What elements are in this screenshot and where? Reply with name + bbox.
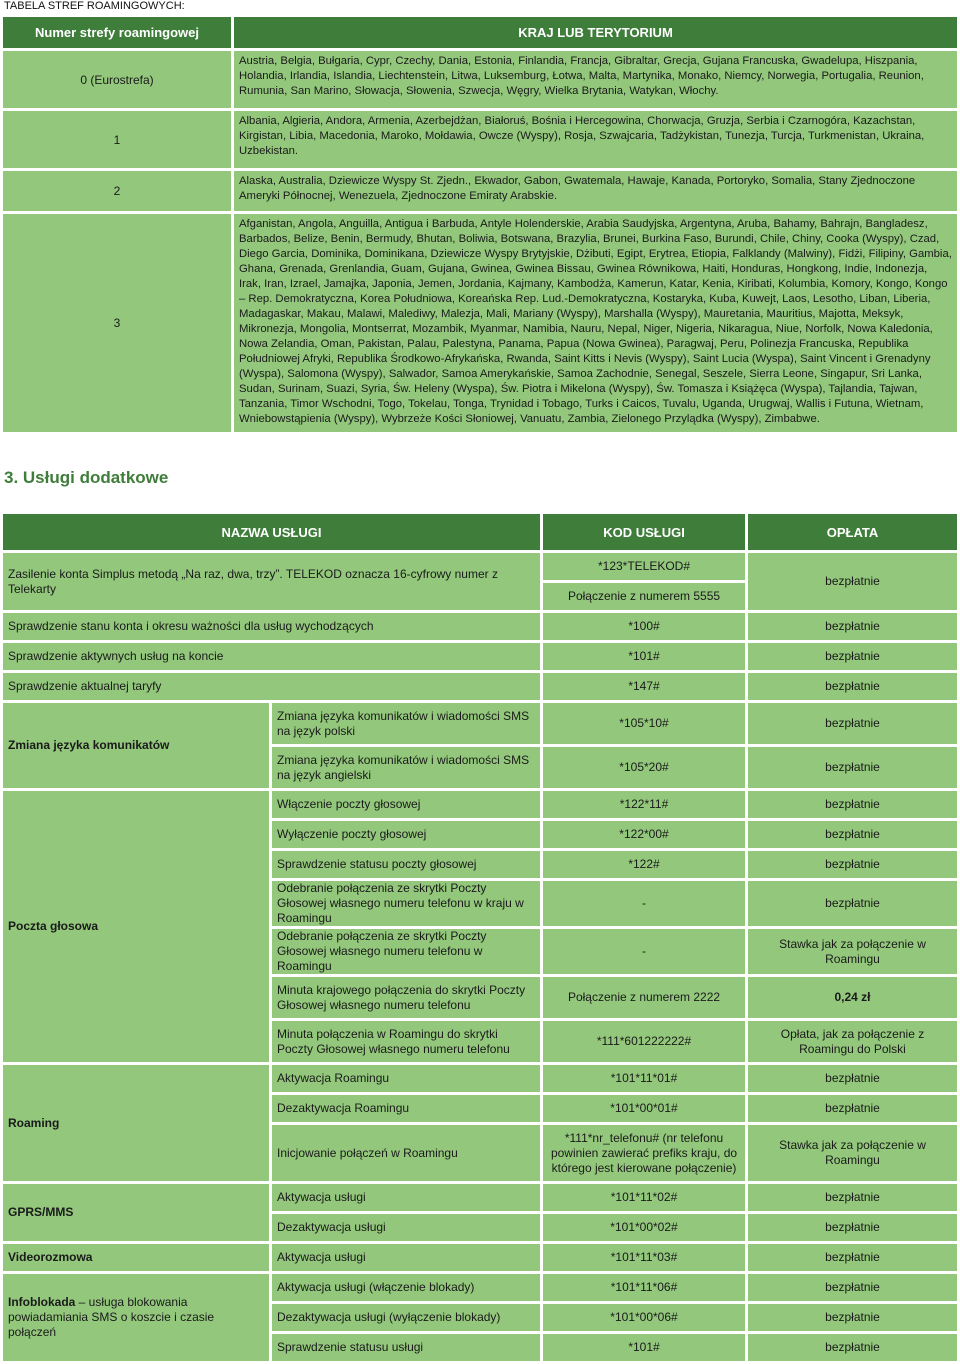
service-code: *123*TELEKOD#: [543, 553, 745, 580]
zone-header: Numer strefy roamingowej: [3, 17, 231, 48]
service-fee: bezpłatnie: [748, 1244, 957, 1271]
service-code: Połączenie z numerem 5555: [543, 583, 745, 610]
country-header: KRAJ LUB TERYTORIUM: [234, 17, 957, 48]
service-code: *122#: [543, 851, 745, 878]
service-fee: bezpłatnie: [748, 1304, 957, 1331]
service-code: *101*00*06#: [543, 1304, 745, 1331]
service-code: *101#: [543, 1334, 745, 1361]
service-fee: bezpłatnie: [748, 553, 957, 610]
zone-countries: Albania, Algieria, Andora, Armenia, Azerbejdżan, Białoruś, Bośnia i Hercegowina, Chorwacja, Gruzja, Serbia i Czarnogóra, Kazachstan, Kirgistan, Libia, Macedonia, Maroko, Mołdawia, Owcze (Wyspy), Rosja, Szwajcaria, Tadżykistan, Tunezja, Turcja, Turkmenistan, Ukraina, Uzbekistan.: [234, 111, 957, 168]
service-code: *122*11#: [543, 791, 745, 818]
service-fee: bezpłatnie: [748, 703, 957, 744]
service-fee: bezpłatnie: [748, 851, 957, 878]
service-name: Zasilenie konta Simplus metodą „Na raz, dwa, trzy”. TELEKOD oznacza 16-cyfrowy numer z Telekarty: [3, 553, 540, 610]
service-fee: bezpłatnie: [748, 673, 957, 700]
section-title: 3. Usługi dodatkowe: [4, 468, 169, 487]
service-group: GPRS/MMS: [3, 1184, 269, 1241]
service-code: *101*11*01#: [543, 1065, 745, 1092]
zone-countries: Alaska, Australia, Dziewicze Wyspy St. Zjedn., Ekwador, Gabon, Gwatemala, Hawaje, Kanada, Portoryko, Somalia, Stany Zjednoczone Ameryki Północnej, Wenezuela, Zjednoczone Emiraty Arabskie.: [234, 171, 957, 211]
service-group: [3, 1274, 269, 1361]
service-name: Sprawdzenie statusu poczty głosowej: [272, 851, 540, 878]
service-fee: Stawka jak za połączenie w Roamingu: [748, 1125, 957, 1181]
service-group: Roaming: [3, 1065, 269, 1181]
service-name: Minuta połączenia w Roamingu do skrytki Poczty Głosowej własnego numeru telefonu: [272, 1021, 540, 1062]
service-code: *101*00*01#: [543, 1095, 745, 1122]
zone-number: 0 (Eurostrefa): [3, 51, 231, 108]
service-code: *105*10#: [543, 703, 745, 744]
service-code: *111*nr_telefonu# (nr telefonu powinien zawierać prefiks kraju, do którego jest kierowane połączenie): [543, 1125, 745, 1181]
service-name: Odebranie połączenia ze skrytki Poczty Głosowej własnego numeru telefonu w kraju w Roamingu: [272, 881, 540, 926]
service-fee: 0,24 zł: [748, 977, 957, 1018]
service-fee: bezpłatnie: [748, 791, 957, 818]
service-name: Minuta krajowego połączenia do skrytki Poczty Głosowej własnego numeru telefonu: [272, 977, 540, 1018]
service-name: Sprawdzenie statusu usługi: [272, 1334, 540, 1361]
service-fee: bezpłatnie: [748, 1184, 957, 1211]
service-group: Poczta głosowa: [3, 791, 269, 1062]
service-name: Sprawdzenie aktywnych usług na koncie: [3, 643, 540, 670]
service-name: Aktywacja usługi: [272, 1244, 540, 1271]
service-code: *105*20#: [543, 747, 745, 788]
service-code: *101*11*02#: [543, 1184, 745, 1211]
service-code-header: KOD USŁUGI: [543, 514, 745, 550]
service-code: -: [543, 881, 745, 926]
service-fee: bezpłatnie: [748, 747, 957, 788]
service-group-bold: Infoblokada: [8, 1295, 76, 1309]
service-code: *122*00#: [543, 821, 745, 848]
service-code: *101*11*03#: [543, 1244, 745, 1271]
service-fee: bezpłatnie: [748, 1214, 957, 1241]
service-name: Sprawdzenie stanu konta i okresu ważności dla usług wychodzących: [3, 613, 540, 640]
service-code: *100#: [543, 613, 745, 640]
service-fee: bezpłatnie: [748, 613, 957, 640]
service-name: Inicjowanie połączeń w Roamingu: [272, 1125, 540, 1181]
zone-countries: Afganistan, Angola, Anguilla, Antigua i Barbuda, Antyle Holenderskie, Arabia Saudyjska, Argentyna, Aruba, Bahamy, Bahrajn, Bangladesz, Barbados, Belize, Benin, Bermudy, Bhutan, Boliwia, Botswana, Brazylia, Brunei, Burkina Faso, Burundi, Chile, Chiny, Cooka (Wyspy), Czad, Diego Garcia, Dominika, Dominikana, Dziewicze Wyspy Brytyjskie, Dżibuti, Egipt, Erytrea, Etiopia, Falklandy (Malwiny), Fidżi, Filipiny, Gambia, Ghana, Grenada, Grenlandia, Guam, Gujana, Gwinea, Gwinea Bissau, Gwinea Równikowa, Haiti, Honduras, Hongkong, Indie, Indonezja, Irak, Iran, Izrael, Jamajka, Japonia, Jemen, Jordania, Kajmany, Kambodża, Kamerun, Katar, Kenia, Kiribati, Kolumbia, Komory, Kongo, Kongo – Rep. Demokratyczna, Korea Południowa, Koreańska Rep. Lud.-Demokratyczna, Kostaryka, Kuba, Kuwejt, Laos, Lesotho, Liban, Liberia, Madagaskar, Makau, Malawi, Malediwy, Malezja, Mali, Mariany (Wyspy), Marshalla (Wyspy), Mauretania, Mauritius, Majotta, Meksyk, Mikronezja, Mongolia, Montserrat, Mozambik, Myanmar, Namibia, Nauru, Nepal, Niger, Nigeria, Nikaragua, Niue, Norfolk, Nowa Kaledonia, Nowa Zelandia, Oman, Pakistan, Palau, Palestyna, Panama, Papua (Nowa Gwinea), Paragwaj, Peru, Polinezja Francuska, Republika Południowej Afryki, Republika Środkowo-Afrykańska, Rwanda, Saint Kitts i Nevis (Wyspy), Saint Lucia (Wyspa), Saint Vincent i Grenadyny (Wyspa), Salomona (Wyspy), Salwador, Samoa Amerykańskie, Samoa Zachodnie, Senegal, Seszele, Sierra Leone, Singapur, Sri Lanka, Sudan, Surinam, Suazi, Syria, Św. Heleny (Wyspa), Św. Piotra i Mikelona (Wyspy), Św. Tomasza i Książęca (Wyspa), Tajlandia, Tajwan, Tanzania, Timor Wschodni, Togo, Tokelau, Tonga, Trynidad i Tobago, Turks i Caicos, Tuvalu, Uganda, Urugwaj, Wallis i Futuna, Wietnam, Wniebowstąpienia (Wyspy), Wybrzeże Kości Słoniowej, Vanuatu, Zambia, Zielonego Przylądka (Wyspy), Zimbabwe.: [234, 214, 957, 432]
zone-number: 1: [3, 111, 231, 168]
service-code: *101#: [543, 643, 745, 670]
service-name: Włączenie poczty głosowej: [272, 791, 540, 818]
service-fee: bezpłatnie: [748, 1095, 957, 1122]
service-fee-header: OPŁATA: [748, 514, 957, 550]
service-name: Dezaktywacja usługi: [272, 1214, 540, 1241]
service-group: Videorozmowa: [3, 1244, 269, 1271]
service-name: Aktywacja usługi (włączenie blokady): [272, 1274, 540, 1301]
service-fee: bezpłatnie: [748, 1274, 957, 1301]
service-code: *101*11*06#: [543, 1274, 745, 1301]
service-fee: Stawka jak za połączenie w Roamingu: [748, 929, 957, 974]
service-name: Aktywacja Roamingu: [272, 1065, 540, 1092]
service-fee: bezpłatnie: [748, 881, 957, 926]
service-name: Dezaktywacja usługi (wyłączenie blokady): [272, 1304, 540, 1331]
zone-number: 2: [3, 171, 231, 211]
service-name: Odebranie połączenia ze skrytki Poczty Głosowej własnego numeru telefonu w Roamingu: [272, 929, 540, 974]
service-fee: bezpłatnie: [748, 821, 957, 848]
service-fee: bezpłatnie: [748, 1065, 957, 1092]
service-name: Sprawdzenie aktualnej taryfy: [3, 673, 540, 700]
zone-countries: Austria, Belgia, Bułgaria, Cypr, Czechy, Dania, Estonia, Finlandia, Francja, Gibraltar, Grecja, Gujana Francuska, Gwadelupa, Hiszpania, Holandia, Irlandia, Islandia, Liechtenstein, Litwa, Luksemburg, Łotwa, Malta, Martynika, Monako, Niemcy, Norwegia, Portugalia, Reunion, Rumunia, San Marino, Słowacja, Słowenia, Szwecja, Węgry, Wielka Brytania, Watykan, Włochy.: [234, 51, 957, 108]
service-name: Dezaktywacja Roamingu: [272, 1095, 540, 1122]
roaming-zones-table: [0, 14, 960, 435]
service-group-desc: – usługa blokowania powiadamiania SMS o koszcie i czasie połączeń: [8, 1295, 215, 1339]
service-name: Aktywacja usługi: [272, 1184, 540, 1211]
service-name-header: NAZWA USŁUGI: [3, 514, 540, 550]
service-code: *111*601222222#: [543, 1021, 745, 1062]
service-fee: bezpłatnie: [748, 643, 957, 670]
service-group: Zmiana języka komunikatów: [3, 703, 269, 788]
services-table: [0, 511, 960, 1364]
zone-number: 3: [3, 214, 231, 432]
page-caption: TABELA STREF ROAMINGOWYCH:: [4, 0, 185, 12]
service-fee: Opłata, jak za połączenie z Roamingu do Polski: [748, 1021, 957, 1062]
service-name: Zmiana języka komunikatów i wiadomości SMS na język angielski: [272, 747, 540, 788]
service-fee: bezpłatnie: [748, 1334, 957, 1361]
service-name: Wyłączenie poczty głosowej: [272, 821, 540, 848]
service-code: *147#: [543, 673, 745, 700]
service-code: -: [543, 929, 745, 974]
service-code: Połączenie z numerem 2222: [543, 977, 745, 1018]
service-name: Zmiana języka komunikatów i wiadomości SMS na język polski: [272, 703, 540, 744]
service-code: *101*00*02#: [543, 1214, 745, 1241]
